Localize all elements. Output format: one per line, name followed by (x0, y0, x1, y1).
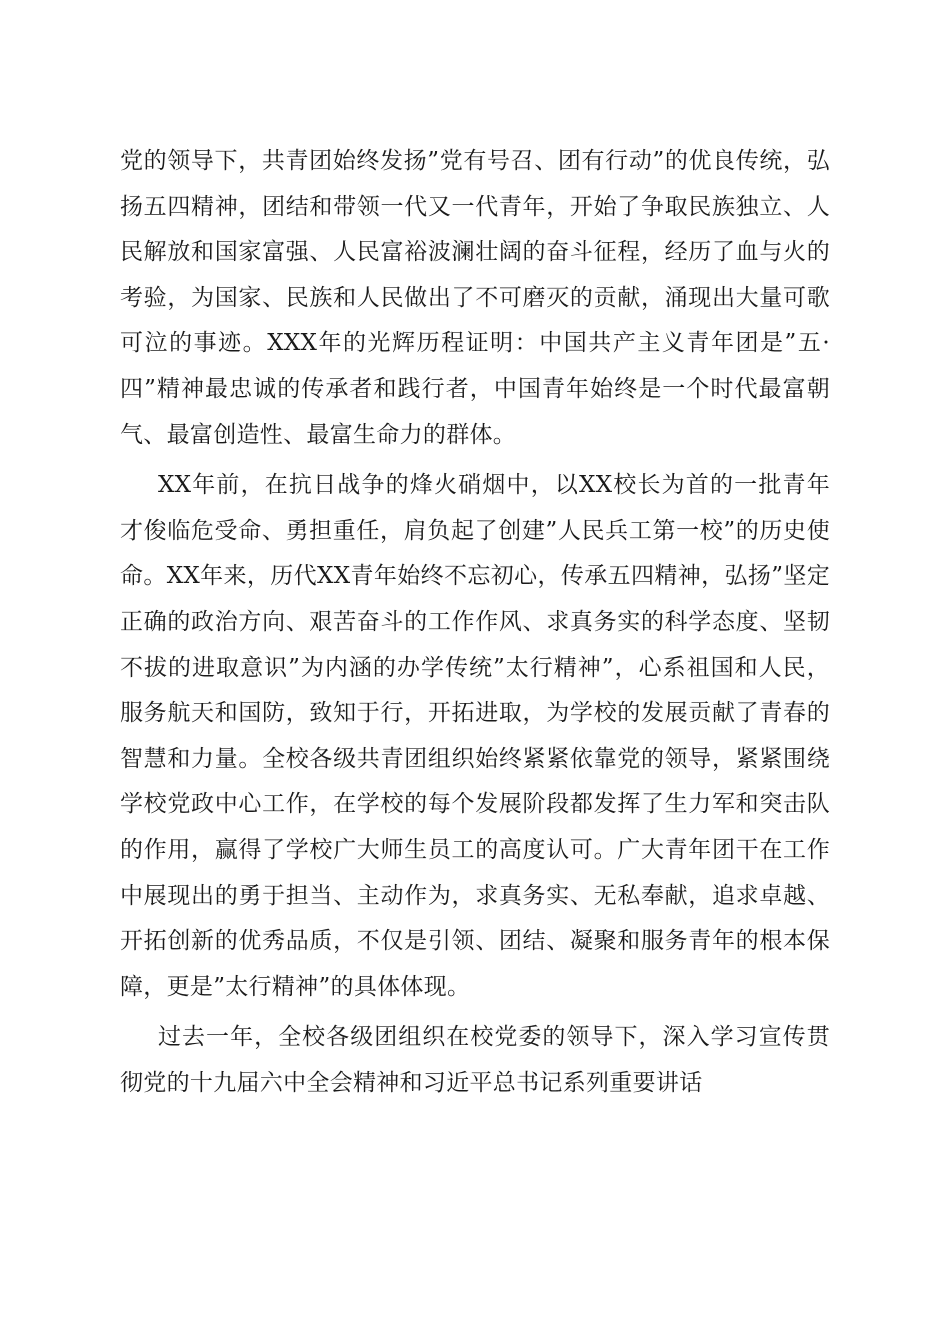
paragraph-continuation: 党的领导下，共青团始终发扬”党有号召、团有行动”的优良传统，弘扬五四精神，团结和带领一代又一代青年，开始了争取民族独立、人民解放和国家富强、人民富裕波澜壮阔的奋斗征程，经历了血与火的考验，为国家、民族和人民做出了不可磨灭的贡献，涌现出大量可歌可泣的事迹。XXX年的光辉历程证明：中国共产主义青年团是”五·四”精神最忠诚的传承者和践行者，中国青年始终是一个时代最富朝气、最富创造性、最富生命力的群体。 (120, 148, 830, 448)
paragraph-history: XX年前，在抗日战争的烽火硝烟中，以XX校长为首的一批青年才俊临危受命、勇担重任，肩负起了创建”人民兵工第一校”的历史使命。XX年来，历代XX青年始终不忘初心，传承五四精神，弘扬”坚定正确的政治方向、艰苦奋斗的工作作风、求真务实的科学态度、坚韧不拔的进取意识”为内涵的办学传统”太行精神”，心系祖国和人民，服务航天和国防，致知于行，开拓进取，为学校的发展贡献了青春的智慧和力量。全校各级共青团组织始终紧紧依靠党的领导，紧紧围绕学校党政中心工作，在学校的每个发展阶段都发挥了生力军和突击队的作用，赢得了学校广大师生员工的高度认可。广大青年团干在工作中展现出的勇于担当、主动作为，求真务实、无私奉献，追求卓越、开拓创新的优秀品质，不仅是引领、团结、凝聚和服务青年的根本保障，更是”太行精神”的具体体现。 (120, 472, 830, 1000)
paragraph-past-year: 过去一年，全校各级团组织在校党委的领导下，深入学习宣传贯彻党的十九届六中全会精神和习近平总书记系列重要讲话 (120, 1024, 830, 1096)
document-body (120, 139, 830, 1106)
